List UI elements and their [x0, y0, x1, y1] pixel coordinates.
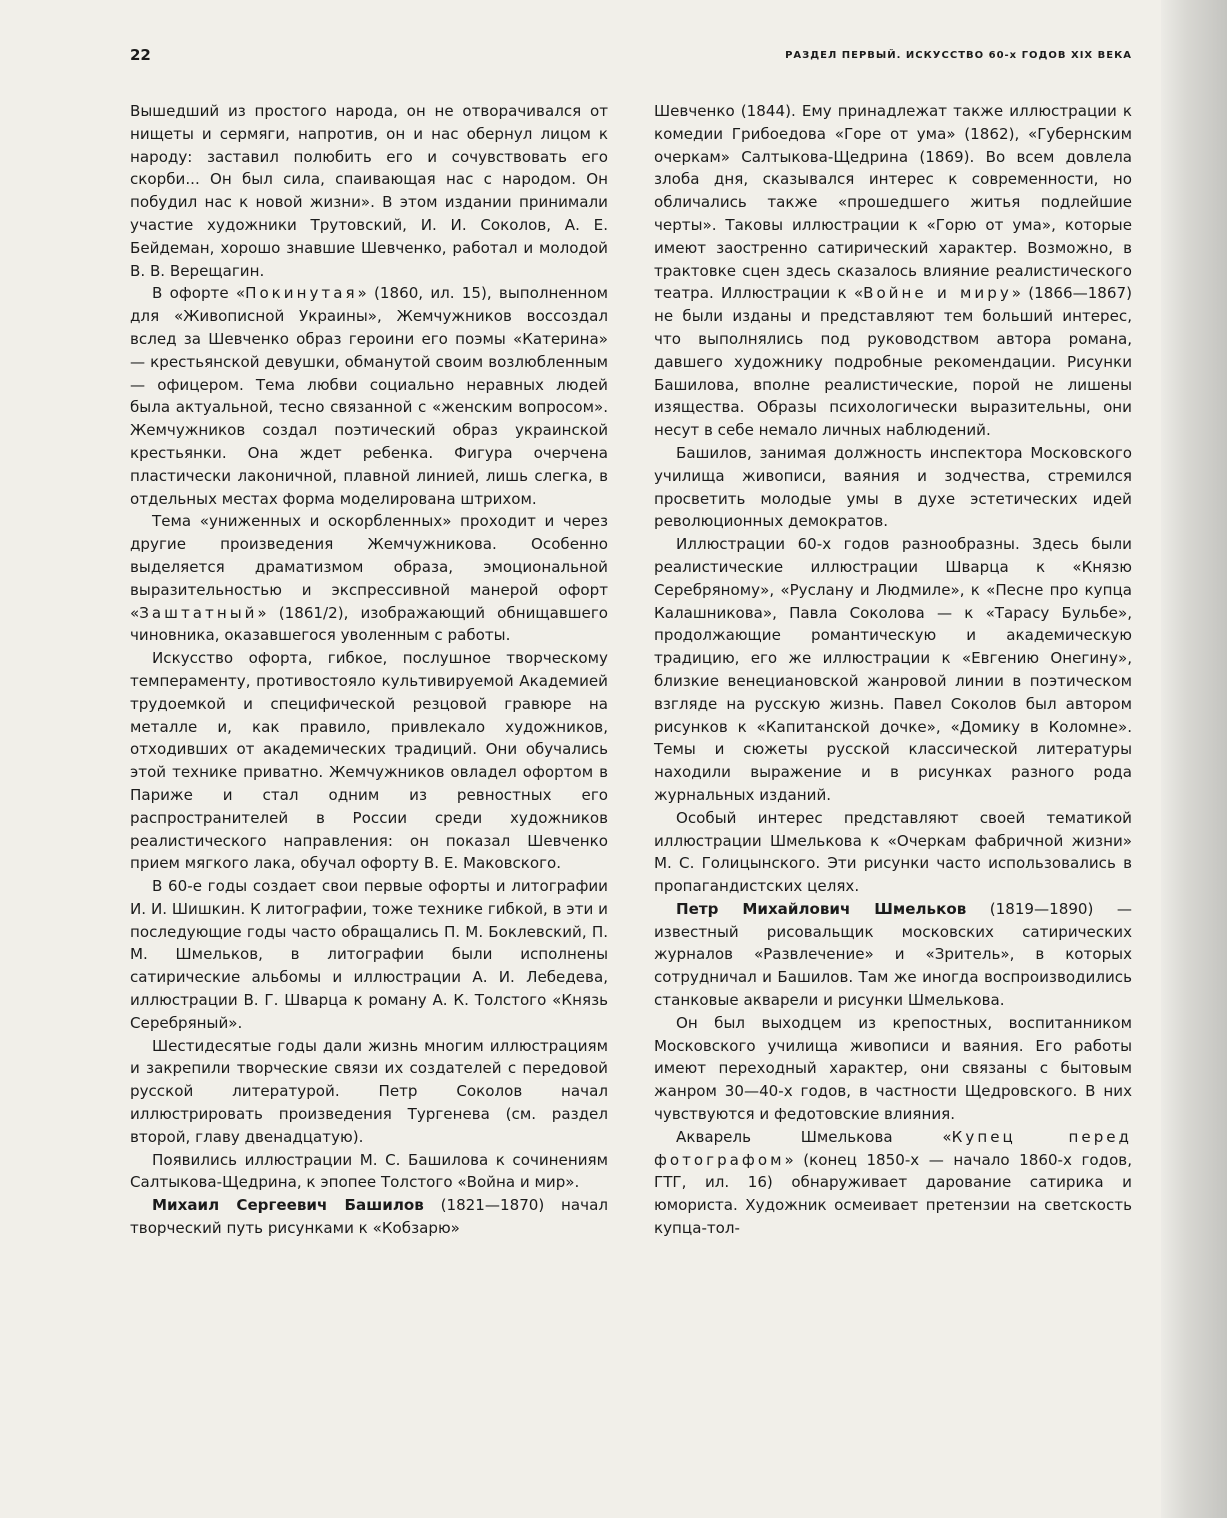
paragraph: Особый интерес представляют своей тематикой иллюстрации Шмелькова к «Очеркам фабричной жизни» М. С. Голицынского. Эти рисунки часто использовались в пропагандистских целях. — [654, 808, 1132, 896]
paragraph: В 60-е годы создает свои первые офорты и литографии И. И. Шишкин. К литографии, тоже технике гибкой, в эти и последующие годы часто обращались П. М. Боклевский, П. М. Шмельков, в литографии были исполнены сатирические альбомы и иллюстрации А. И. Лебедева, иллюстрации В. Г. Шварца к роману А. К. Толстого «Князь Серебряный». — [130, 877, 608, 1032]
paragraph: Иллюстрации 60-х годов разнообразны. Здесь были реалистические иллюстрации Шварца к «Князю Серебряному», «Руслану и Людмиле», к «Песне про купца Калашникова», Павла Соколова — к «Тарасу Бульбе», продолжающие романтическую и академическую традицию, его же иллюстрации к «Евгению Онегину», близкие венециановской жанровой линии в поэтическом взгляде на русскую жизнь. Павел Соколов был автором рисунков к «Капитанской дочке», «Домику в Коломне». Темы и сюжеты русской классической литературы находили выражение и в рисунках разного рода журнальных изданий. — [654, 535, 1132, 804]
right-column — [654, 100, 1132, 1240]
artist-name: Петр Михайлович Шмельков — [676, 899, 967, 918]
paragraph: Шестидесятые годы дали жизнь многим иллюстрациям и закрепили творческие связи их создателей с передовой русской литературой. Петр Соколов начал иллюстрировать произведения Тургенева (см. раздел второй, главу двенадцатую). — [130, 1036, 608, 1146]
artist-name: Михаил Сергеевич Башилов — [152, 1196, 424, 1215]
paragraph: Появились иллюстрации М. С. Башилова к сочинениям Салтыкова-Щедрина, к эпопее Толстого «Война и мир». — [130, 1150, 608, 1192]
paragraph: Петр Михайлович Шмельков (1819—1890) — известный рисовальщик московских сатирических журналов «Развлечение» и «Зритель», в которых сотрудничал и Башилов. Там же иногда воспроизводились станковые акварели и рисунки Шмелькова. — [654, 899, 1132, 1010]
artwork-title: Покинутая — [245, 284, 358, 303]
paragraph: В офорте «Покинутая» (1860, ил. 15), выполненном для «Живописной Украины», Жемчужников воссоздал вслед за Шевченко образ героини его поэмы «Катерина» — крестьянской девушки, обманутой своим возлюбленным — офицером. Тема любви социально неравных людей была актуальной, тесно связанной с «женским вопросом». Жемчужников создал поэтический образ украинской крестьянки. Она ждет ребенка. Фигура очерчена пластически лаконичной, плавной линией, лишь слегка, в отдельных местах форма моделирована штрихом. — [130, 284, 608, 508]
page-number: 22 — [130, 46, 151, 64]
paragraph: Тема «униженных и оскорбленных» проходит и через другие произведения Жемчужникова. Особенно выделяется драматизмом образа, эмоциональной выразительностью и экспрессивной манерой офорт «Заштатный» (1861/2), изображающий обнищавшего чиновника, оказавшегося уволенным с работы. — [130, 512, 608, 645]
running-head: РАЗДЕЛ ПЕРВЫЙ. ИСКУССТВО 60-х ГОДОВ XIX ВЕКА — [785, 50, 1132, 61]
paragraph: Шевченко (1844). Ему принадлежат также иллюстрации к комедии Грибоедова «Горе от ума» (1862), «Губернским очеркам» Салтыкова-Щедрина (1869). Во всем довлела злоба дня, сказывался интерес к современности, но обличались также «прошедшего житья подлейшие черты». Таковы иллюстрации к «Горю от ума», которые имеют заостренно сатирический характер. Возможно, в трактовке сцен здесь сказалось влияние реалистического театра. Иллюстрации к «Войне и миру» (1866—1867) не были изданы и представляют тем больший интерес, что выполнялись под руководством автора романа, давшего художнику подробные рекомендации. Рисунки Башилова, вполне реалистические, порой не лишены изящества. Образы психологически выразительны, они несут в себе немало личных наблюдений. — [654, 102, 1132, 440]
artwork-title: Заштатный — [139, 603, 258, 622]
left-column — [130, 100, 608, 1240]
paragraph: Акварель Шмелькова «Купец перед фотографом» (конец 1850-х — начало 1860-х годов, ГТГ, ил. 16) обнаруживает дарование сатирика и юмориста. Художник осмеивает претензии на светскость купца-тол- — [654, 1127, 1132, 1238]
paragraph: Он был выходцем из крепостных, воспитанником Московского училища живописи и ваяния. Его работы имеют переходный характер, они связаны с бытовым жанром 30—40-х годов, в частности Щедровского. В них чувствуются и федотовские влияния. — [654, 1013, 1132, 1124]
paragraph: Михаил Сергеевич Башилов (1821—1870) начал творческий путь рисунками к «Кобзарю» — [130, 1196, 608, 1238]
paragraph: Вышедший из простого народа, он не отворачивался от нищеты и сермяги, напротив, он и нас обернул лицом к народу: заставил полюбить его и сочувствовать его скорби... Он был сила, спаивающая нас с народом. Он побудил нас к новой жизни». В этом издании принимали участие художники Трутовский, И. И. Соколов, А. Е. Бейдеман, хорошо знавшие Шевченко, работал и молодой В. В. Верещагин. — [130, 102, 608, 280]
artwork-title: Купец перед фотографом — [654, 1127, 1132, 1169]
paragraph: Башилов, занимая должность инспектора Московского училища живописи, ваяния и зодчества, стремился просветить молодые умы в духе эстетических идей революционных демократов. — [654, 443, 1132, 531]
artwork-title: Войне и миру — [863, 284, 1012, 303]
book-spine-shadow — [1161, 0, 1227, 1518]
paragraph: Искусство офорта, гибкое, послушное творческому темпераменту, противостояло культивируемой Академией трудоемкой и специфической резцовой гравюре на металле и, как правило, привлекало художников, отходивших от академических традиций. Они обучались этой технике приватно. Жемчужников овладел офортом в Париже и стал одним из ревностных его распространителей в России среди художников реалистического направления: он показал Шевченко прием мягкого лака, обучал офорту В. Е. Маковского. — [130, 649, 608, 873]
